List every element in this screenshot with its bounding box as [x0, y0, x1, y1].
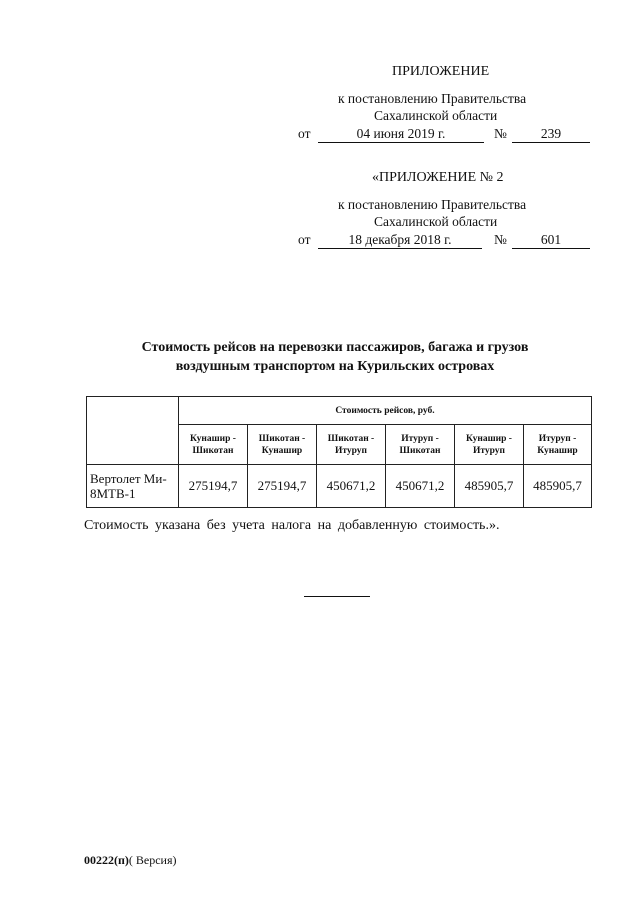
vat-note: Стоимость указана без учета налога на добавленную стоимость.».: [84, 518, 500, 533]
document-footer: [84, 853, 177, 868]
row-label-line-1: Вертолет Ми-: [90, 471, 167, 486]
appendix2-number-sign: №: [494, 232, 507, 247]
appendix2-from-label: от: [298, 232, 311, 247]
appendix1-from-label: от: [298, 126, 311, 141]
document-version: ( Версия): [128, 853, 177, 867]
appendix2-number: 601: [512, 231, 590, 249]
document-code: 00222(п): [84, 853, 129, 867]
price-cell: 485905,7: [455, 465, 524, 508]
route-from: Кунашир -: [190, 433, 236, 444]
row-label-line-2: 8МТВ-1: [90, 486, 136, 501]
route-from: Кунашир -: [466, 433, 512, 444]
closing-rule: [304, 596, 370, 597]
table-corner-cell: [87, 397, 179, 465]
price-cell: 485905,7: [524, 465, 592, 508]
price-cell: 450671,2: [386, 465, 455, 508]
appendix2-decree-line: к постановлению Правительства: [338, 197, 527, 212]
appendix2-date: 18 декабря 2018 г.: [318, 231, 482, 249]
price-cell: 275194,7: [248, 465, 317, 508]
appendix1-region-line: Сахалинской области: [374, 108, 498, 123]
appendix1-decree-line: к постановлению Правительства: [338, 91, 527, 106]
route-header: [248, 425, 317, 465]
route-to: Шикотан: [399, 445, 441, 456]
appendix1-title: ПРИЛОЖЕНИЕ: [392, 64, 490, 79]
route-to: Кунашир: [537, 445, 578, 456]
heading-line-2: воздушным транспортом на Курильских островах: [175, 359, 495, 374]
route-from: Итуруп -: [538, 433, 577, 444]
route-header: [524, 425, 592, 465]
route-header: [179, 425, 248, 465]
route-header: [386, 425, 455, 465]
route-to: Кунашир: [261, 445, 303, 456]
appendix2-title: «ПРИЛОЖЕНИЕ № 2: [372, 170, 504, 185]
price-cell: 275194,7: [179, 465, 248, 508]
document-heading: [70, 338, 600, 376]
price-cell: 450671,2: [317, 465, 386, 508]
appendix2-region-line: Сахалинской области: [374, 214, 498, 229]
row-label-aircraft: [87, 465, 179, 508]
route-header: [317, 425, 386, 465]
route-from: Шикотан -: [327, 433, 375, 444]
table-caption-row: [87, 397, 592, 425]
route-from: Шикотан -: [258, 433, 306, 444]
route-to: Итуруп: [472, 445, 506, 456]
route-to: Итуруп: [334, 445, 368, 456]
route-to: Шикотан: [192, 445, 234, 456]
table-caption: Стоимость рейсов, руб.: [179, 397, 592, 425]
appendix1-date: 04 июня 2019 г.: [318, 125, 484, 143]
route-header: [455, 425, 524, 465]
cost-table: [86, 396, 592, 508]
route-from: Итуруп -: [401, 433, 439, 444]
table-row: [87, 465, 592, 508]
appendix1-number-sign: №: [494, 126, 507, 141]
heading-line-1: Стоимость рейсов на перевозки пассажиров, багажа и грузов: [141, 340, 529, 355]
appendix1-number: 239: [512, 125, 590, 143]
